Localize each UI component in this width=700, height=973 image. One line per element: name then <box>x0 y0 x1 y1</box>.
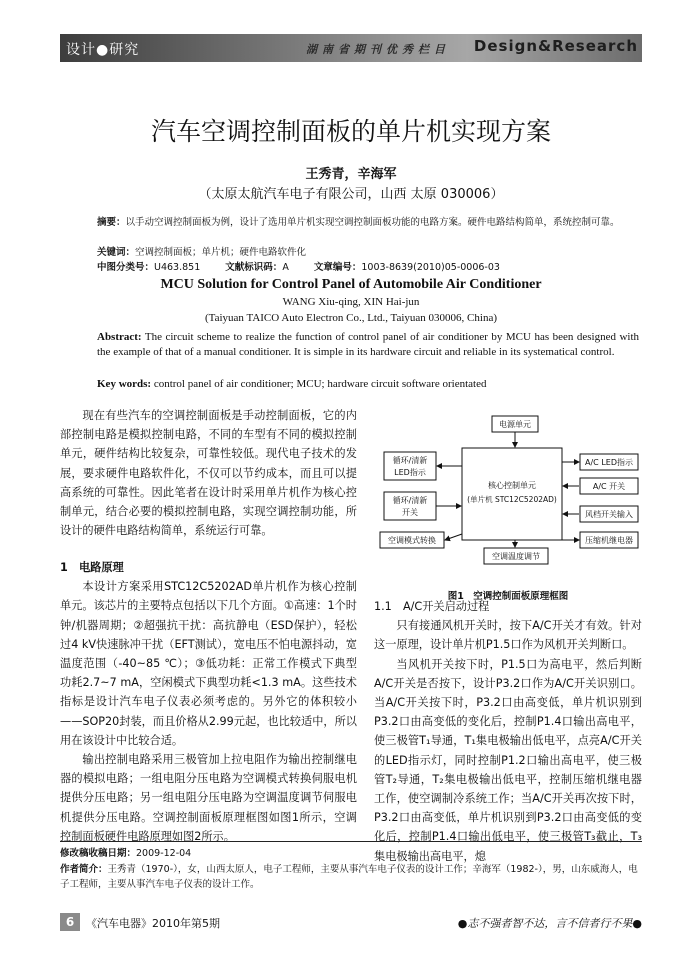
loop-led-label-2: LED指示 <box>394 468 426 477</box>
clc-code: U463.851 <box>154 262 201 273</box>
brand-label: Design&Research <box>473 37 638 55</box>
core-unit-box <box>462 448 562 540</box>
section11-paragraph-1: 只有接通风机开关时，按下A/C开关才有效。针对这一原理，设计单片机P1.5口作为风机开关判断口。 <box>374 619 642 652</box>
bio-text: 王秀青（1970-），女，山西太原人，电子工程师，主要从事汽车电子仪表的设计工作；辛海军（1982-），男，山东威海人，电子工程师，主要从事汽车电子仪表的设计工作。 <box>60 864 638 890</box>
authors: 王秀青，辛海军 <box>305 167 397 182</box>
page-footer <box>60 913 642 933</box>
english-title: MCU Solution for Control Panel of Automobile Air Conditioner <box>160 277 542 292</box>
loop-switch-label-2: 开关 <box>402 508 418 517</box>
english-abstract-label: Abstract: <box>97 331 142 343</box>
intro-column <box>60 406 357 540</box>
core-label-1: 核心控制单元 <box>488 481 536 490</box>
ac-led-label: A/C LED指示 <box>585 458 633 467</box>
keywords-cn-text: 空调控制面板；单片机；硬件电路软件化 <box>135 247 307 258</box>
clc-label: 中图分类号： <box>97 262 155 273</box>
loop-led-label-1: 循环/清新 <box>392 456 428 465</box>
bio-label: 作者简介： <box>60 864 108 875</box>
figure1-block-diagram <box>374 408 642 580</box>
article-label: 文章编号： <box>313 262 362 273</box>
footer-motto: ●志不强者智不达，言不信者行不果● <box>457 917 642 930</box>
affiliation: （太原太航汽车电子有限公司，山西 太原 030006） <box>198 187 504 202</box>
keywords-cn-label: 关键词： <box>97 247 136 258</box>
ac-switch-label: A/C 开关 <box>592 482 626 491</box>
abstract-cn <box>97 216 639 230</box>
figure1-caption: 图1 空调控制面板原理框图 <box>447 591 569 602</box>
received-date-note <box>60 846 642 861</box>
section1-heading: 1 电路原理 <box>60 561 124 574</box>
classification-line <box>97 261 639 275</box>
section1-paragraph-2: 输出控制电路采用三极管加上拉电阻作为输出控制继电器的模拟电路；一组电阻分压电路为空调模式转换伺服电机提供分压电路；另一组电阻分压电路为空调温度调节伺服电机提供分压电路。空调控制面板原理框图如图1所示，空调控制面板硬件电路原理如图2所示。 <box>60 753 357 843</box>
received-label: 修改稿收稿日期： <box>60 848 137 859</box>
section11-column <box>374 597 642 866</box>
temp-adjust-label: 空调温度调节 <box>492 552 540 561</box>
english-keywords-text: control panel of air conditioner; MCU; hardware circuit software orientated <box>151 378 487 390</box>
english-keywords <box>97 378 639 390</box>
english-abstract-text: The circuit scheme to realize the function of control panel of air conditioner by MCU has been designed with the example of that of a manual conditioner. It is simple in its hardware circuit and reliable in its systematical control. <box>97 331 639 358</box>
power-unit-label: 电源单元 <box>499 420 531 429</box>
journal-issue: 《汽车电器》2010年第5期 <box>86 917 220 930</box>
doc-code: A <box>282 262 289 273</box>
paper-title: 汽车空调控制面板的单片机实现方案 <box>150 117 551 146</box>
section1-paragraph-1: 本设计方案采用STC12C5202AD单片机作为核心控制单元。该芯片的主要特点包括以下几个方面。①高速：1个时钟/机器周期；②超强抗干扰：高抗静电（ESD保护），轻松过4 kV快速脉冲干扰（EFT测试），宽电压不怕电源抖动，宽温度范围（-40~85 ℃）；③低功耗：正常工作模式下典型功耗2.7~7 mA，空闲模式下典型功耗<1.3 mA。这些技术指标是设计汽车电子仪表必须考虑的。另外它的体积较小——SOP20封装，而且价格从2.99元起，也比较适中，所以用在该设计中比较合适。 <box>60 580 357 747</box>
section11-heading: 1.1 A/C开关启动过程 <box>374 600 490 613</box>
magazine-column-label: 湖南省期刊优秀栏目 <box>306 43 450 56</box>
received-date: 2009-12-04 <box>136 848 192 859</box>
english-keywords-label: Key words: <box>97 378 152 390</box>
english-abstract <box>97 330 639 359</box>
doc-label: 文献标识码： <box>225 262 283 273</box>
page-number: 6 <box>60 913 80 931</box>
section11-paragraph-2: 当风机开关按下时，P1.5口为高电平，然后判断A/C开关是否按下，设计P3.2口作为A/C开关识别口。当A/C开关按下时，P3.2口由高变低，单片机识别到P3.2口由高变低的变化后，控制P1.4口输出高电平，使三极管T₁导通，T₁集电极输出低电平，点亮A/C开关的LED指示灯，同时控制P1.2口输出高电平，使三极管T₂导通，T₂集电极输出低电平，控制压缩机继电器工作，使空调制冷系统工作；当A/C开关再次按下时，P3.2口由高变低，单片机识别到P3.2口由高变低的变化后，控制P1.4口输出低电平，使三极管T₃截止，T₃集电极输出高电平，熄 <box>374 657 642 863</box>
mode-arrow <box>445 534 462 540</box>
abstract-cn-text: 以手动空调控制面板为例，设计了选用单片机实现空调控制面板功能的电路方案。硬件电路结构简单，系统控制可靠。 <box>125 217 620 228</box>
english-affiliation: (Taiyuan TAICO Auto Electron Co., Ltd., Taiyuan 030006, China) <box>205 312 497 324</box>
keywords-cn <box>97 246 639 260</box>
intro-paragraph: 现在有些汽车的空调控制面板是手动控制面板，它的内部控制电路是模拟控制电路，不同的车型有不同的模拟控制单元，硬件结构比较复杂，可靠性较低。现代电子技术的发展，要求硬件电路软件化，不仅可以节约成本，而且可以提高系统的可靠性。因此笔者在设计时采用单片机作为核心控制单元，结合必要的模拟控制电路，实现空调控制功能，所设计的硬件电路结构简单，系统运行可靠。 <box>60 409 357 538</box>
footnote-divider <box>60 841 642 842</box>
article-number: 1003-8639(2010)05-0006-03 <box>361 262 500 273</box>
english-authors: WANG Xiu-qing, XIN Hai-jun <box>282 296 420 308</box>
mode-switch-label: 空调模式转换 <box>388 536 436 545</box>
core-label-2: (单片机 STC12C5202AD) <box>467 495 557 504</box>
section-label: 设计●研究 <box>66 42 140 58</box>
fan-switch-label: 风档开关输入 <box>585 510 633 519</box>
compressor-relay-label: 压缩机继电器 <box>585 536 633 545</box>
author-bio-note <box>60 862 642 892</box>
journal-header-band <box>60 34 642 62</box>
loop-switch-label-1: 循环/清新 <box>392 496 428 505</box>
abstract-cn-label: 摘要： <box>97 217 126 228</box>
section1-column <box>60 558 357 846</box>
